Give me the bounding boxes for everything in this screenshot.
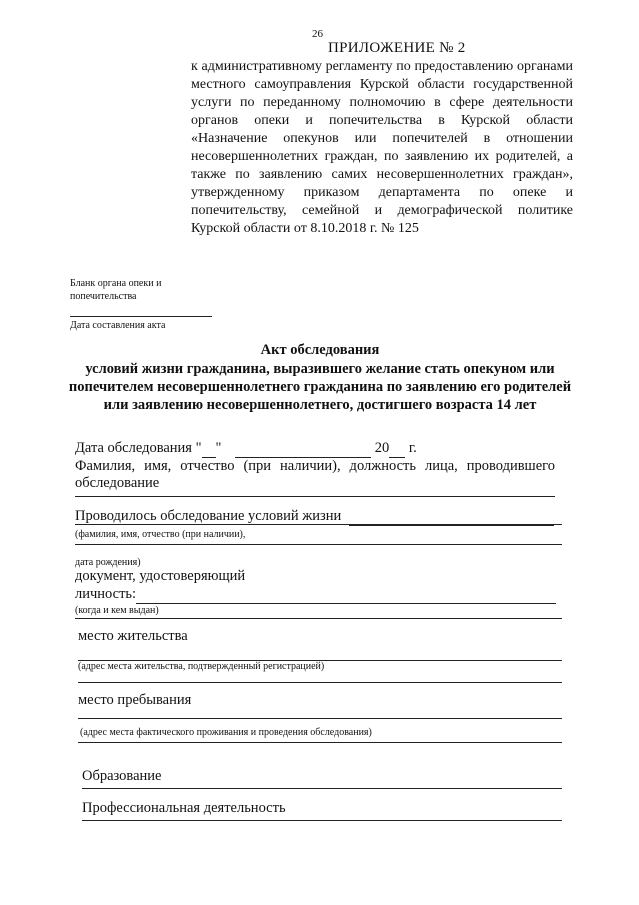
inspection-date-row <box>75 440 417 458</box>
issued-line[interactable] <box>75 618 562 619</box>
year-prefix: 20 <box>374 440 390 456</box>
appendix-title: ПРИЛОЖЕНИЕ № 2 <box>328 40 466 56</box>
act-title: Акт обследования <box>260 342 380 358</box>
doc-label-2: личность: <box>75 586 137 602</box>
appendix-text: к административному регламенту по предоставлению органами местного самоуправления Курской области государственной услуги по переданному полномочию в сфере деятельности органов опеки и попечительства в Курской области «Назначение опекунов или попечителей в отношении несовершеннолетних граждан, по заявлению их родителей, а также по заявлению самих несовершеннолетних граждан», утвержденному приказом департамента по опеке и попечительству, семейной и демографической политике Курской области от 8.10.2018 г. № 125 <box>191 59 573 236</box>
date-prefix: Дата обследования " <box>75 440 202 456</box>
residence-label: место жительства <box>78 628 188 644</box>
residence-line-2[interactable] <box>78 682 562 683</box>
education-line[interactable] <box>82 788 562 789</box>
fio-line[interactable] <box>75 544 562 545</box>
residence-hint: (адрес места жительства, подтвержденный регистрацией) <box>78 661 325 672</box>
inspector-label: Фамилия, имя, отчество (при наличии), должность лица, проводившего обследование <box>75 458 555 491</box>
stay-label: место пребывания <box>78 692 192 708</box>
doc-field[interactable] <box>136 586 556 604</box>
education-label: Образование <box>82 768 162 784</box>
day-field[interactable] <box>202 440 216 458</box>
profession-label: Профессиональная деятельность <box>82 800 286 816</box>
issued-hint: (когда и кем выдан) <box>75 605 159 616</box>
inspector-line[interactable] <box>75 496 555 497</box>
birth-hint: дата рождения) <box>75 557 141 568</box>
date-compiled-label: Дата составления акта <box>70 320 166 331</box>
fio-hint: (фамилия, имя, отчество (при наличии), <box>75 529 246 540</box>
stay-line[interactable] <box>78 718 562 719</box>
page-number: 26 <box>312 28 323 40</box>
year-field[interactable] <box>389 440 405 458</box>
date-line <box>70 316 212 317</box>
conducted-underline <box>75 524 562 525</box>
date-quote: " <box>215 440 222 456</box>
stay-hint: (адрес места фактического проживания и проведения обследования) <box>80 727 372 738</box>
act-subtitle: условий жизни гражданина, выразившего желание стать опекуном или попечителем несовершеннолетнего гражданина по заявлению его родителей или заявлению несовершеннолетнего, достигшего возраста 14 лет <box>68 361 572 413</box>
profession-line[interactable] <box>82 820 562 821</box>
year-suffix: г. <box>408 440 417 456</box>
doc-label-1: документ, удостоверяющий <box>75 568 246 584</box>
doc-row <box>75 586 556 604</box>
month-field[interactable] <box>235 440 371 458</box>
stay-line-2[interactable] <box>78 742 562 743</box>
conducted-label: Проводилось обследование условий жизни <box>75 508 342 524</box>
org-blank-label: Бланк органа опеки и попечительства <box>70 278 162 302</box>
